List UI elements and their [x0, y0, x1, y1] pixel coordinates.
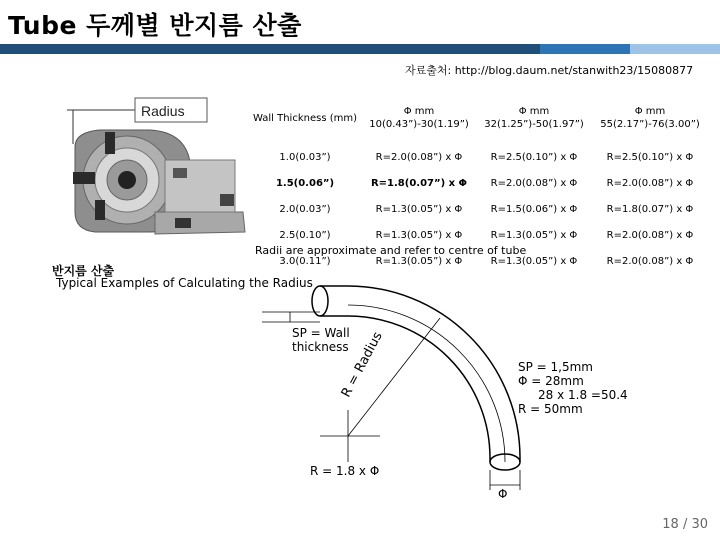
table-note: Radii are approximate and refer to centre of tube [255, 244, 527, 257]
radius-line-label: R = Radius [338, 329, 386, 400]
table-cell: R=1.8(0.07”) x Φ [606, 203, 694, 215]
table-cell: R=2.0(0.08”) x Φ [490, 177, 578, 189]
table-header-cell: Wall Thickness (mm) [253, 112, 357, 124]
calc-radius: R = 50mm [518, 402, 583, 416]
page-title: Tube 두께별 반지름 산출 [8, 11, 302, 40]
table-cell: 1.0(0.03”) [279, 151, 331, 163]
table-header-cell: Φ mm 32(1.25”)-50(1.97”) [484, 106, 584, 130]
diameter-symbol: Φ [498, 487, 508, 501]
wall-thickness-label: SP = Wall thickness [292, 326, 350, 354]
table-cell: R=1.8(0.07”) x Φ [370, 177, 468, 189]
table-cell: R=1.3(0.05”) x Φ [375, 255, 463, 267]
table-cell: 2.5(0.10”) [279, 229, 331, 241]
table-cell: R=2.0(0.08”) x Φ [606, 229, 694, 241]
calc-sp: SP = 1,5mm [518, 360, 593, 374]
table-cell: R=2.0(0.08”) x Φ [606, 255, 694, 267]
table-cell: R=2.5(0.10”) x Φ [606, 151, 694, 163]
page-number: 18 / 30 [662, 517, 708, 532]
section-heading-en: Typical Examples of Calculating the Radius [56, 276, 313, 290]
table-cell: R=1.3(0.05”) x Φ [375, 229, 463, 241]
table-cell: R=1.3(0.05”) x Φ [490, 255, 578, 267]
table-cell: 1.5(0.06”) [275, 177, 335, 189]
table-cell: R=2.5(0.10”) x Φ [490, 151, 578, 163]
table-cell: R=1.5(0.06”) x Φ [490, 203, 578, 215]
radius-label: Radius [141, 103, 185, 119]
calc-product: 28 x 1.8 =50.4 [538, 388, 628, 402]
source-citation: 자료출처: http://blog.daum.net/stanwith23/15080877 [405, 64, 694, 77]
table-cell: 3.0(0.11”) [279, 255, 331, 267]
section-heading-ko: 반지름 산출 [52, 264, 115, 278]
table-cell: R=1.3(0.05”) x Φ [375, 203, 463, 215]
radius-formula: R = 1.8 x Φ [310, 464, 380, 478]
calc-diameter: Φ = 28mm [518, 374, 584, 388]
table-header-cell: Φ mm 10(0.43”)-30(1.19”) [369, 106, 469, 130]
table-cell: R=2.0(0.08”) x Φ [375, 151, 463, 163]
table-header-cell: Φ mm 55(2.17”)-76(3.00”) [600, 106, 700, 130]
table-cell: 2.0(0.03”) [279, 203, 331, 215]
table-cell: R=2.0(0.08”) x Φ [606, 177, 694, 189]
table-cell: R=1.3(0.05”) x Φ [490, 229, 578, 241]
